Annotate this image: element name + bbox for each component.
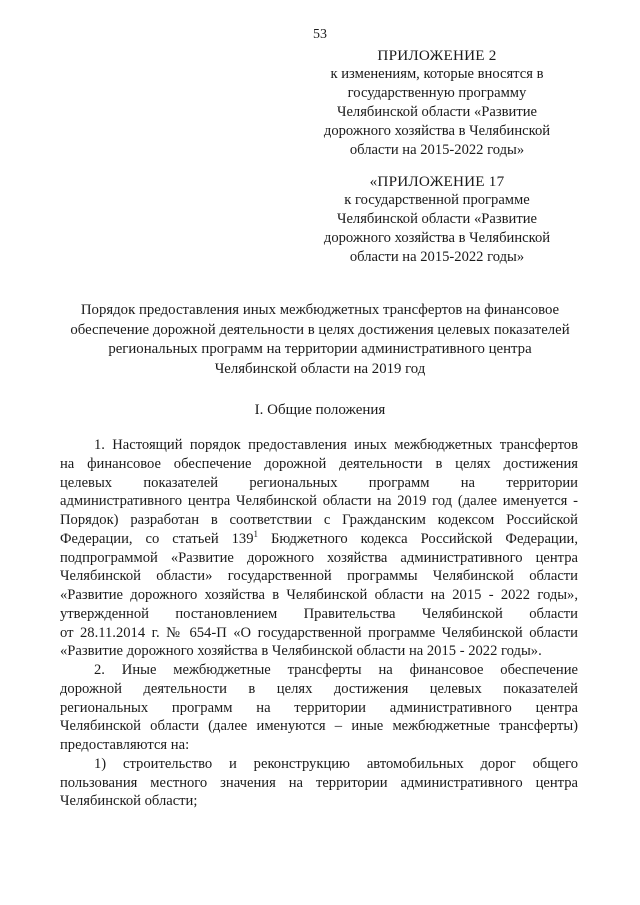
paragraph-1-line-with-footnote bbox=[60, 530, 578, 549]
section-title: I. Общие положения bbox=[254, 402, 386, 418]
appendix-17-line: дорожного хозяйства в Челябинской bbox=[323, 230, 551, 246]
article-superscript: 1 bbox=[253, 528, 259, 539]
appendix-17-block bbox=[318, 172, 556, 267]
document-title bbox=[62, 301, 578, 379]
paragraph-1-line: административного центра Челябинской области на 2019 год (далее именуется - bbox=[60, 493, 578, 510]
document-title-line: региональных программ на территории административного центра bbox=[108, 341, 532, 357]
paragraph-1-line: 1. Настоящий порядок предоставления иных межбюджетных трансфертов bbox=[94, 437, 578, 453]
appendix-17-line: к государственной программе bbox=[344, 192, 530, 208]
paragraph-1-line: Челябинской области» государственной программы Челябинской области bbox=[60, 568, 578, 585]
paragraph-1-text: Бюджетного кодекса Российской Федерации, bbox=[258, 530, 578, 547]
paragraph-2-line: Челябинской области (далее именуются – иные межбюджетные трансферты) bbox=[60, 718, 578, 735]
appendix-2-heading: ПРИЛОЖЕНИЕ 2 bbox=[377, 47, 497, 64]
paragraph-2-line: региональных программ на территории административного центра bbox=[60, 699, 578, 716]
paragraph-2-line: предоставляются на: bbox=[60, 737, 190, 753]
body-text bbox=[60, 436, 578, 811]
item-1-line: 1) строительство и реконструкцию автомобильных дорог общего bbox=[94, 755, 578, 772]
appendix-17-line: области на 2015-2022 годы» bbox=[349, 249, 525, 265]
paragraph-1-line: целевых показателей региональных программ на территории bbox=[60, 474, 578, 491]
paragraph-1-text: Федерации, со статьей 139 bbox=[60, 530, 254, 547]
paragraph-1-line: на финансовое обеспечение дорожной деятельности в целях достижения bbox=[60, 455, 578, 472]
paragraph-2-line: 2. Иные межбюджетные трансферты на финансовое обеспечение bbox=[94, 662, 578, 678]
item-1-line: пользования местного значения на территории административного центра bbox=[60, 774, 578, 791]
paragraph-1-line: «Развитие дорожного хозяйства в Челябинской области на 2015 - 2022 годы», bbox=[60, 587, 578, 603]
appendix-2-block bbox=[318, 46, 556, 160]
page-number: 53 bbox=[313, 27, 327, 42]
appendix-2-line: к изменениям, которые вносятся в bbox=[330, 66, 544, 82]
paragraph-1-line: подпрограммой «Развитие дорожного хозяйства административного центра bbox=[60, 549, 578, 566]
document-title-line: Порядок предоставления иных межбюджетных трансфертов на финансовое bbox=[80, 302, 560, 318]
appendix-2-line: Челябинской области «Развитие bbox=[336, 104, 538, 120]
document-title-line: обеспечение дорожной деятельности в целях достижения целевых показателей bbox=[70, 321, 570, 338]
item-1-line: Челябинской области; bbox=[60, 793, 198, 810]
paragraph-2-line: дорожной деятельности в целях достижения целевых показателей bbox=[60, 680, 578, 697]
appendix-17-heading: «ПРИЛОЖЕНИЕ 17 bbox=[369, 173, 505, 190]
paragraph-1-line: «Развитие дорожного хозяйства в Челябинской области на 2015 - 2022 годы». bbox=[60, 643, 542, 660]
appendix-2-line: области на 2015-2022 годы» bbox=[349, 142, 525, 158]
appendix-2-line: государственную программу bbox=[347, 85, 527, 101]
appendix-2-line: дорожного хозяйства в Челябинской bbox=[323, 123, 551, 139]
appendix-17-line: Челябинской области «Развитие bbox=[336, 211, 538, 227]
document-title-line: Челябинской области на 2019 год bbox=[214, 360, 426, 377]
paragraph-1-line: утвержденной постановлением Правительства Челябинской области bbox=[60, 605, 578, 622]
paragraph-1-line: Порядок) разработан в соответствии с Гражданским кодексом Российской bbox=[60, 512, 578, 528]
paragraph-1-line: от 28.11.2014 г. № 654-П «О государственной программе Челябинской области bbox=[60, 624, 578, 641]
